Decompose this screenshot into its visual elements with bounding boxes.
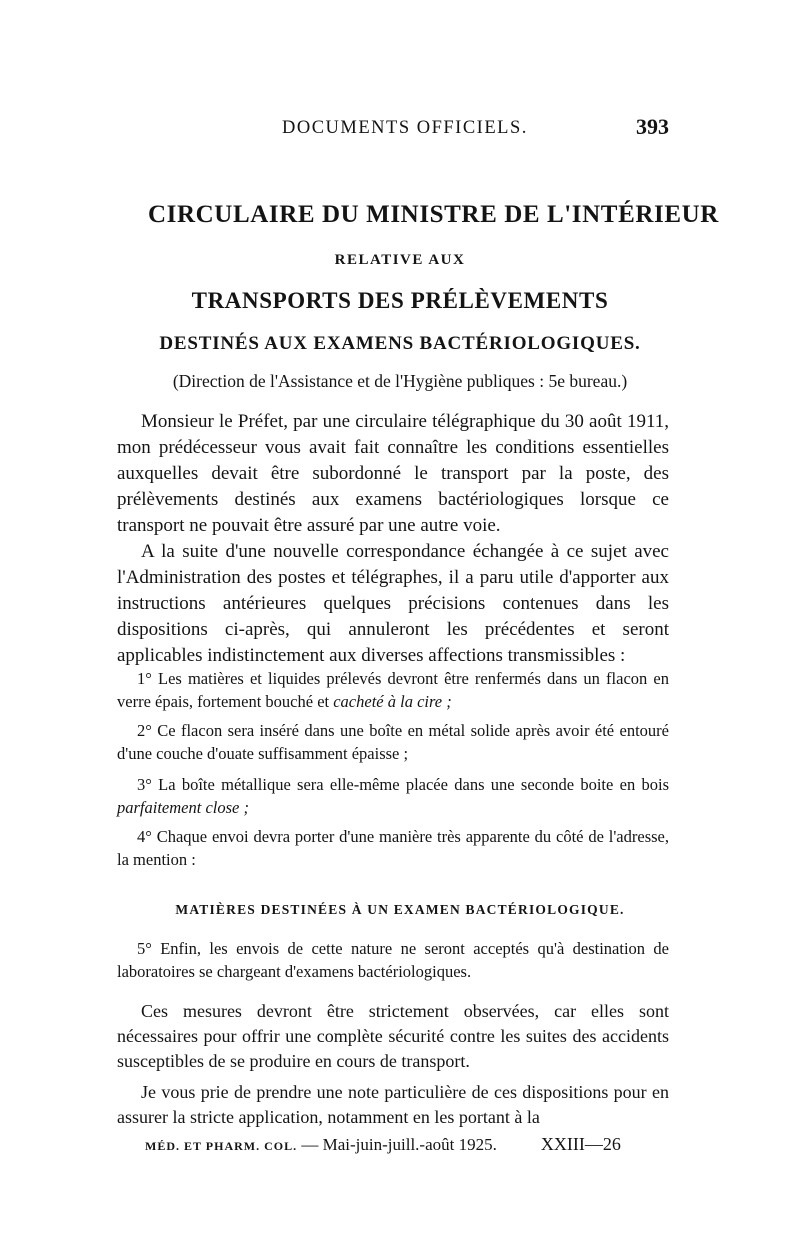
list-item-4	[117, 826, 669, 871]
closing-paragraph-2: Je vous prie de prendre une note particulière de ces dispositions pour en assurer la stricte application, notamment en les portant à la	[117, 1082, 669, 1127]
list-item-3-text: 3° La boîte métallique sera elle-même placée dans une seconde boite en bois	[137, 775, 669, 794]
document-heading: TRANSPORTS DES PRÉLÈVEMENTS	[191, 288, 609, 313]
paragraph-1: Monsieur le Préfet, par une circulaire télégraphique du 30 août 1911, mon prédécesseur vous avait fait connaître les conditions essentielles auxquelles devait être subordonné le transport par la poste, des prélèvements destinés aux examens bactériologiques lorsque ce transport ne pouvait être assuré par une autre voie.	[117, 411, 669, 536]
list-item-2	[117, 720, 669, 765]
list-item-3	[117, 774, 669, 819]
list-item-5: 5° Enfin, les envois de cette nature ne seront acceptés qu'à destination de laboratoires se chargeant d'examens bactériologiques.	[117, 939, 669, 981]
list-item-2-text: 2° Ce flacon sera inséré dans une boîte en métal solide après avoir été entouré d'une couche d'ouate suffisamment épaisse ;	[117, 721, 669, 763]
footer-journal: MÉD. ET PHARM. COL.	[145, 1139, 298, 1153]
document-subtitle: RELATIVE AUX	[334, 252, 466, 268]
footer-signature: XXIII—26	[540, 1134, 621, 1154]
paragraph-2: A la suite d'une nouvelle correspondance échangée à ce sujet avec l'Administration des postes et télégraphes, il a paru utile d'apporter aux instructions antérieures quelques précisions contenues dans les dispositions ci-après, qui annuleront les précédentes et seront applicables indistinctement aux diverses affections transmissibles :	[117, 541, 669, 666]
shipment-label-mention: MATIÈRES DESTINÉES À UN EXAMEN BACTÉRIOLOGIQUE.	[175, 902, 625, 917]
page-footer	[145, 1134, 665, 1155]
closing-paragraph-1: Ces mesures devront être strictement observées, car elles sont nécessaires pour offrir une complète sécurité contre les suites des accidents susceptibles de se produire en cours de transport.	[117, 1001, 669, 1071]
list-item-1-emphasis: cacheté à la cire ;	[333, 691, 452, 711]
list-item-3-emphasis: parfaitement close ;	[117, 797, 249, 817]
document-heading-secondary: DESTINÉS AUX EXAMENS BACTÉRIOLOGIQUES.	[159, 333, 641, 354]
document-title: CIRCULAIRE DU MINISTRE DE L'INTÉRIEUR	[148, 201, 719, 228]
running-head: DOCUMENTS OFFICIELS.	[282, 118, 528, 138]
list-item-1	[117, 668, 669, 713]
list-item-4-text: 4° Chaque envoi devra porter d'une manière très apparente du côté de l'adresse, la mention :	[117, 827, 669, 869]
page-number: 393	[636, 114, 669, 139]
footer-issue: — Mai-juin-juill.-août 1925.	[301, 1135, 497, 1154]
direction-line: (Direction de l'Assistance et de l'Hygiène publiques : 5e bureau.)	[172, 371, 628, 391]
list-item-1-text: 1° Les matières et liquides prélevés devront être renfermés dans un flacon en verre épais, fortement bouché et	[117, 669, 669, 711]
